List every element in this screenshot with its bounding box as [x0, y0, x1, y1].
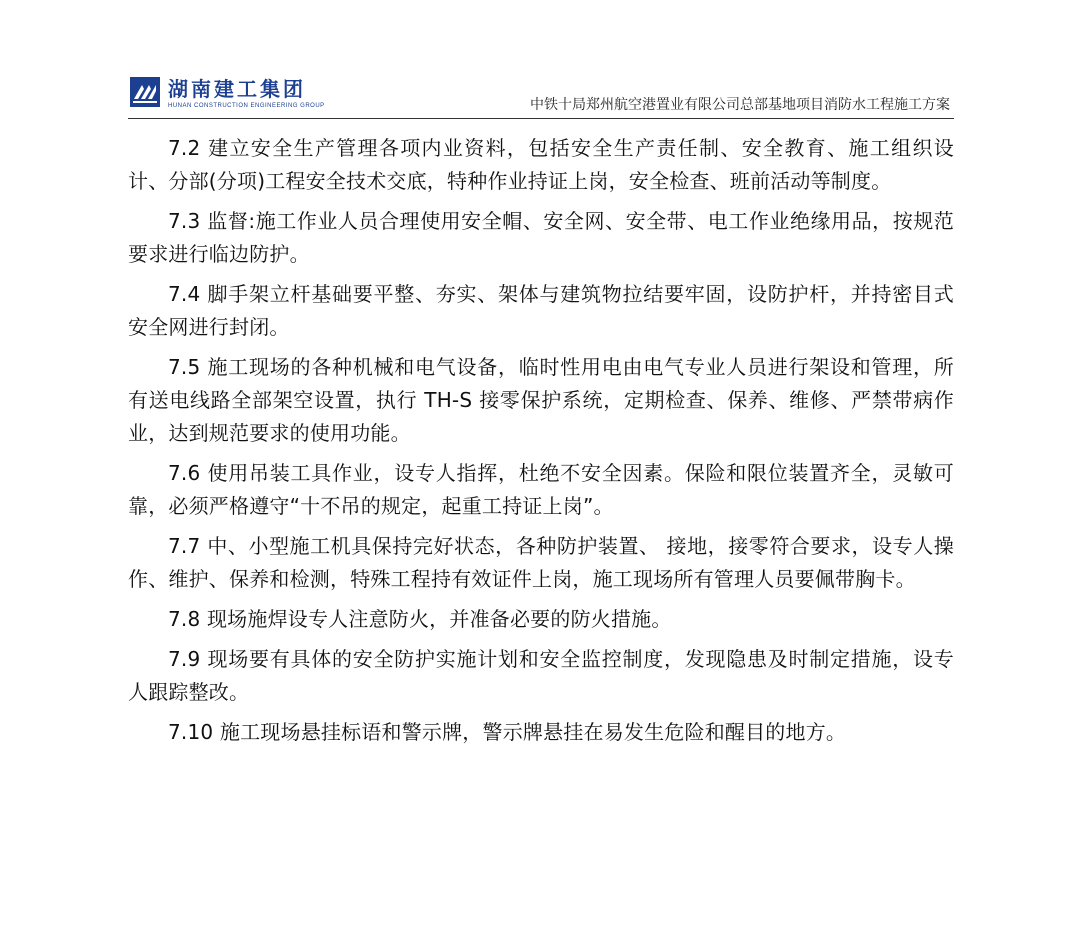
paragraph-7-5: 7.5 施工现场的各种机械和电气设备，临时性用电由电气专业人员进行架设和管理，所有送电线路全部架空设置，执行 TH-S 接零保护系统，定期检查、保养、维修、严禁带病作业，达到规范要求的使用功能。: [128, 355, 954, 445]
paragraph-7-3: 7.3 监督:施工作业人员合理使用安全帽、安全网、安全带、电工作业绝缘用品，按规范要求进行临边防护。: [128, 209, 954, 266]
paragraph-7-2: 7.2 建立安全生产管理各项内业资料，包括安全生产责任制、安全教育、施工组织设计、分部(分项)工程安全技术交底，特种作业持证上岗，安全检查、班前活动等制度。: [128, 136, 954, 193]
logo-chinese-name: 湖南建工集团: [168, 77, 306, 101]
paragraph-7-10: 7.10 施工现场悬挂标语和警示牌，警示牌悬挂在易发生危险和醒目的地方。: [168, 720, 847, 744]
company-logo: [130, 77, 325, 110]
project-title: 中铁十局郑州航空港置业有限公司总部基地项目消防水工程施工方案: [530, 97, 950, 113]
paragraph-7-8: 7.8 现场施焊设专人注意防火，并准备必要的防火措施。: [168, 607, 672, 631]
paragraph-7-7: 7.7 中、小型施工机具保持完好状态，各种防护装置、 接地，接零符合要求，设专人操作、维护、保养和检测，特殊工程持有效证件上岗，施工现场所有管理人员要佩带胸卡。: [128, 534, 954, 591]
paragraph-7-9: 7.9 现场要有具体的安全防护实施计划和安全监控制度，发现隐患及时制定措施，设专人跟踪整改。: [128, 647, 954, 704]
page-header: [128, 70, 954, 122]
document-body: [128, 132, 954, 756]
header-divider: [128, 118, 954, 119]
paragraph-7-6: 7.6 使用吊装工具作业，设专人指挥，杜绝不安全因素。保险和限位装置齐全，灵敏可靠，必须严格遵守“十不吊的规定，起重工持证上岗”。: [128, 461, 954, 518]
logo-emblem-icon: [130, 77, 160, 107]
paragraph-7-4: 7.4 脚手架立杆基础要平整、夯实、架体与建筑物拉结要牢固，设防护杆，并持密目式安全网进行封闭。: [128, 282, 954, 339]
logo-english-name: HUNAN CONSTRUCTION ENGINEERING GROUP: [168, 103, 325, 109]
